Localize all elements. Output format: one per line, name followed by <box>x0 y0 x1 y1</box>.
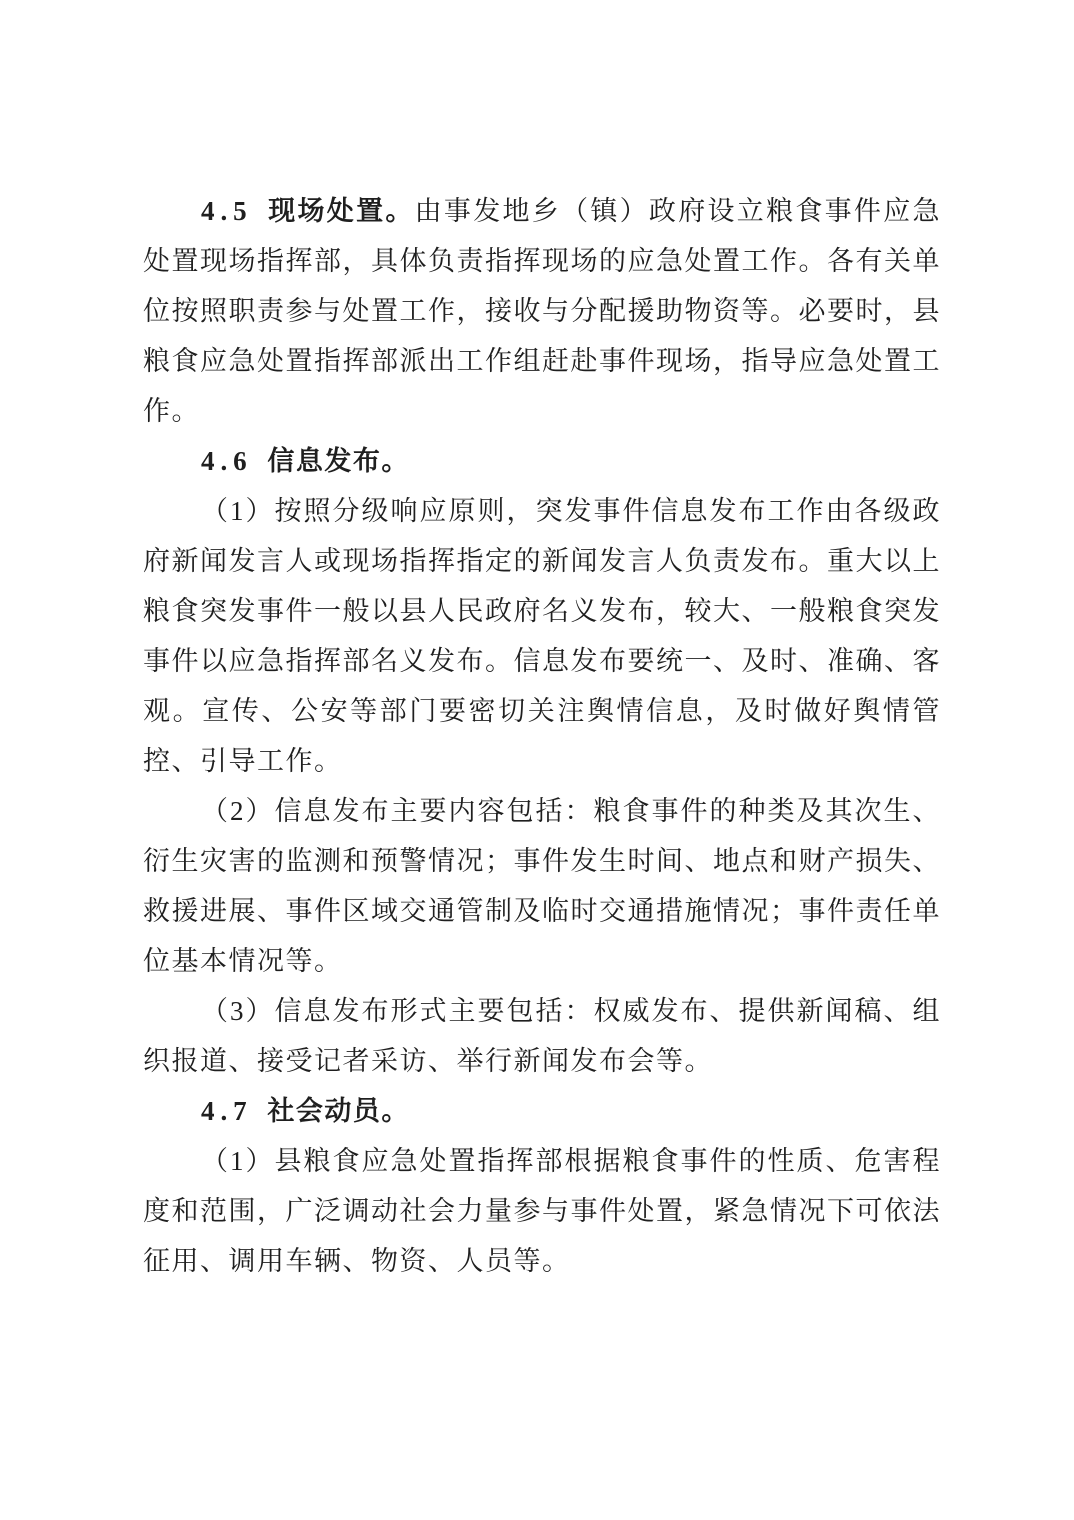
section-number: 4.7 <box>201 1096 253 1126</box>
paragraph-4-7-item-1 <box>143 1136 941 1286</box>
paragraph-4-6-item-2 <box>143 786 941 986</box>
section-title: 信息发布。 <box>267 446 410 476</box>
section-number: 4.6 <box>201 446 253 476</box>
section-4-5 <box>143 186 941 436</box>
section-4-7 <box>143 1086 941 1136</box>
paragraph-text: （2）信息发布主要内容包括：粮食事件的种类及其次生、衍生灾害的监测和预警情况；事件发生时间、地点和财产损失、救援进展、事件区域交通管制及临时交通措施情况；事件责任单位基本情况等。 <box>143 796 941 976</box>
paragraph-4-6-item-3 <box>143 986 941 1086</box>
paragraph-text: （3）信息发布形式主要包括：权威发布、提供新闻稿、组织报道、接受记者采访、举行新闻发布会等。 <box>143 996 941 1076</box>
section-title: 社会动员。 <box>267 1096 410 1126</box>
section-number: 4.5 <box>201 196 253 226</box>
paragraph-4-6-item-1 <box>143 486 941 786</box>
document-content <box>143 186 941 1286</box>
paragraph-text: 由事发地乡（镇）政府设立粮食事件应急处置现场指挥部，具体负责指挥现场的应急处置工作。各有关单位按照职责参与处置工作，接收与分配援助物资等。必要时，县粮食应急处置指挥部派出工作组赶赴事件现场，指导应急处置工作。 <box>143 196 942 426</box>
paragraph-text: （1）县粮食应急处置指挥部根据粮食事件的性质、危害程度和范围，广泛调动社会力量参与事件处置，紧急情况下可依法征用、调用车辆、物资、人员等。 <box>143 1146 941 1276</box>
section-4-6 <box>143 436 941 486</box>
paragraph-text: （1）按照分级响应原则，突发事件信息发布工作由各级政府新闻发言人或现场指挥指定的新闻发言人负责发布。重大以上粮食突发事件一般以县人民政府名义发布，较大、一般粮食突发事件以应急指挥部名义发布。信息发布要统一、及时、准确、客观。宣传、公安等部门要密切关注舆情信息，及时做好舆情管控、引导工作。 <box>143 496 941 776</box>
section-title: 现场处置。 <box>267 196 415 226</box>
